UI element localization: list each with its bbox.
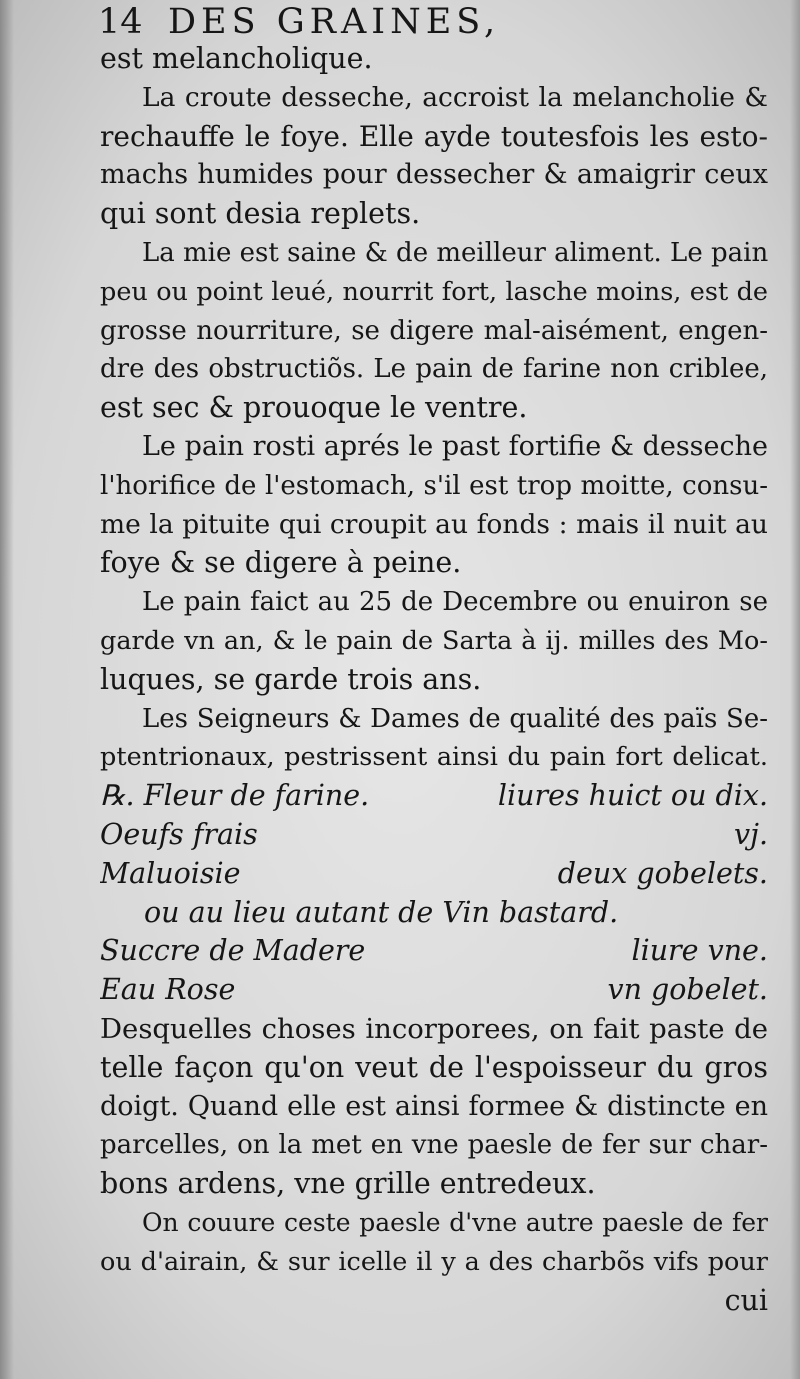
text-line: luques, se garde trois ans. xyxy=(100,662,482,696)
text-line: est melancholique. xyxy=(100,42,373,75)
ingredient-name: Maluoisie xyxy=(100,856,241,890)
recipe-item xyxy=(100,855,768,894)
running-title: DES GRAINES, xyxy=(168,2,501,42)
text-line: me la pituite qui croupit au fonds : mais il nuit au xyxy=(100,508,768,540)
text-line: dre des obstructiõs. Le pain de farine non criblee, xyxy=(100,354,768,385)
text-line: Desquelles choses incorporees, on fait paste de xyxy=(100,1012,768,1045)
text-line: Les Seigneurs & Dames de qualité des païs Se- xyxy=(142,703,768,734)
ingredient-amount: liure vne. xyxy=(631,934,768,968)
text-line: La croute desseche, accroist la melancholie & xyxy=(142,81,768,113)
recipe-item xyxy=(100,971,768,1010)
text-line: doigt. Quand elle est ainsi formee & distincte en xyxy=(100,1090,768,1122)
ingredient-name: Eau Rose xyxy=(100,973,236,1007)
ingredient-name: Succre de Madere xyxy=(100,934,366,968)
body-text xyxy=(100,40,768,1320)
text-line: grosse nourriture, se digere mal-aisément, engen- xyxy=(100,315,768,346)
recipe-item xyxy=(100,777,768,816)
text-line: parcelles, on la met en vne paesle de fer sur char- xyxy=(100,1130,768,1161)
text-line: On couure ceste paesle d'vne autre paesle de fer xyxy=(142,1207,768,1237)
text-line: foye & se digere à peine. xyxy=(100,546,462,580)
ingredient-amount: vn gobelet. xyxy=(607,973,768,1007)
text-line: La mie est saine & de meilleur aliment. Le pain xyxy=(142,237,768,268)
text-line: telle façon qu'on veut de l'espoisseur du gros xyxy=(100,1050,768,1084)
ingredient-amount: vj. xyxy=(734,817,768,851)
recipe-item xyxy=(100,816,768,855)
text-line: machs humides pour dessecher & amaigrir ceux xyxy=(100,159,768,191)
ingredient-amount: deux gobelets. xyxy=(557,856,768,890)
text-line: Le pain faict au 25 de Decembre ou enuiron se xyxy=(142,587,768,618)
text-line: ptentrionaux, pestrissent ainsi du pain fort delicat. xyxy=(100,742,768,773)
ingredient-name: ℞. Fleur de farine. xyxy=(100,779,370,813)
recipe-item xyxy=(100,932,768,971)
text-line: rechauffe le foye. Elle ayde toutesfois les esto- xyxy=(100,119,768,153)
text-line: ou d'airain, & sur icelle il y a des charbõs vifs pour xyxy=(100,1246,768,1277)
text-line: Le pain rosti aprés le past fortifie & desseche xyxy=(142,430,768,462)
text-line: l'horifice de l'estomach, s'il est trop moitte, consu- xyxy=(100,470,768,501)
ingredient-amount: liures huict ou dix. xyxy=(497,779,768,813)
ingredient-name: ou au lieu autant de Vin bastard. xyxy=(144,895,619,929)
page-number: 14 xyxy=(98,2,143,42)
text-line: garde vn an, & le pain de Sarta à ij. milles des Mo- xyxy=(100,625,768,656)
text-line: est sec & prouoque le ventre. xyxy=(100,391,528,425)
page-right-edge xyxy=(790,0,800,1379)
page-header xyxy=(98,2,738,42)
page-left-edge xyxy=(0,0,14,1379)
recipe-item xyxy=(100,894,768,933)
catchword: cui xyxy=(724,1283,768,1317)
text-line: bons ardens, vne grille entredeux. xyxy=(100,1167,596,1201)
text-line: peu ou point leué, nourrit fort, lasche moins, est de xyxy=(100,276,768,307)
text-line: qui sont desia replets. xyxy=(100,197,421,231)
ingredient-name: Oeufs frais xyxy=(100,817,258,851)
